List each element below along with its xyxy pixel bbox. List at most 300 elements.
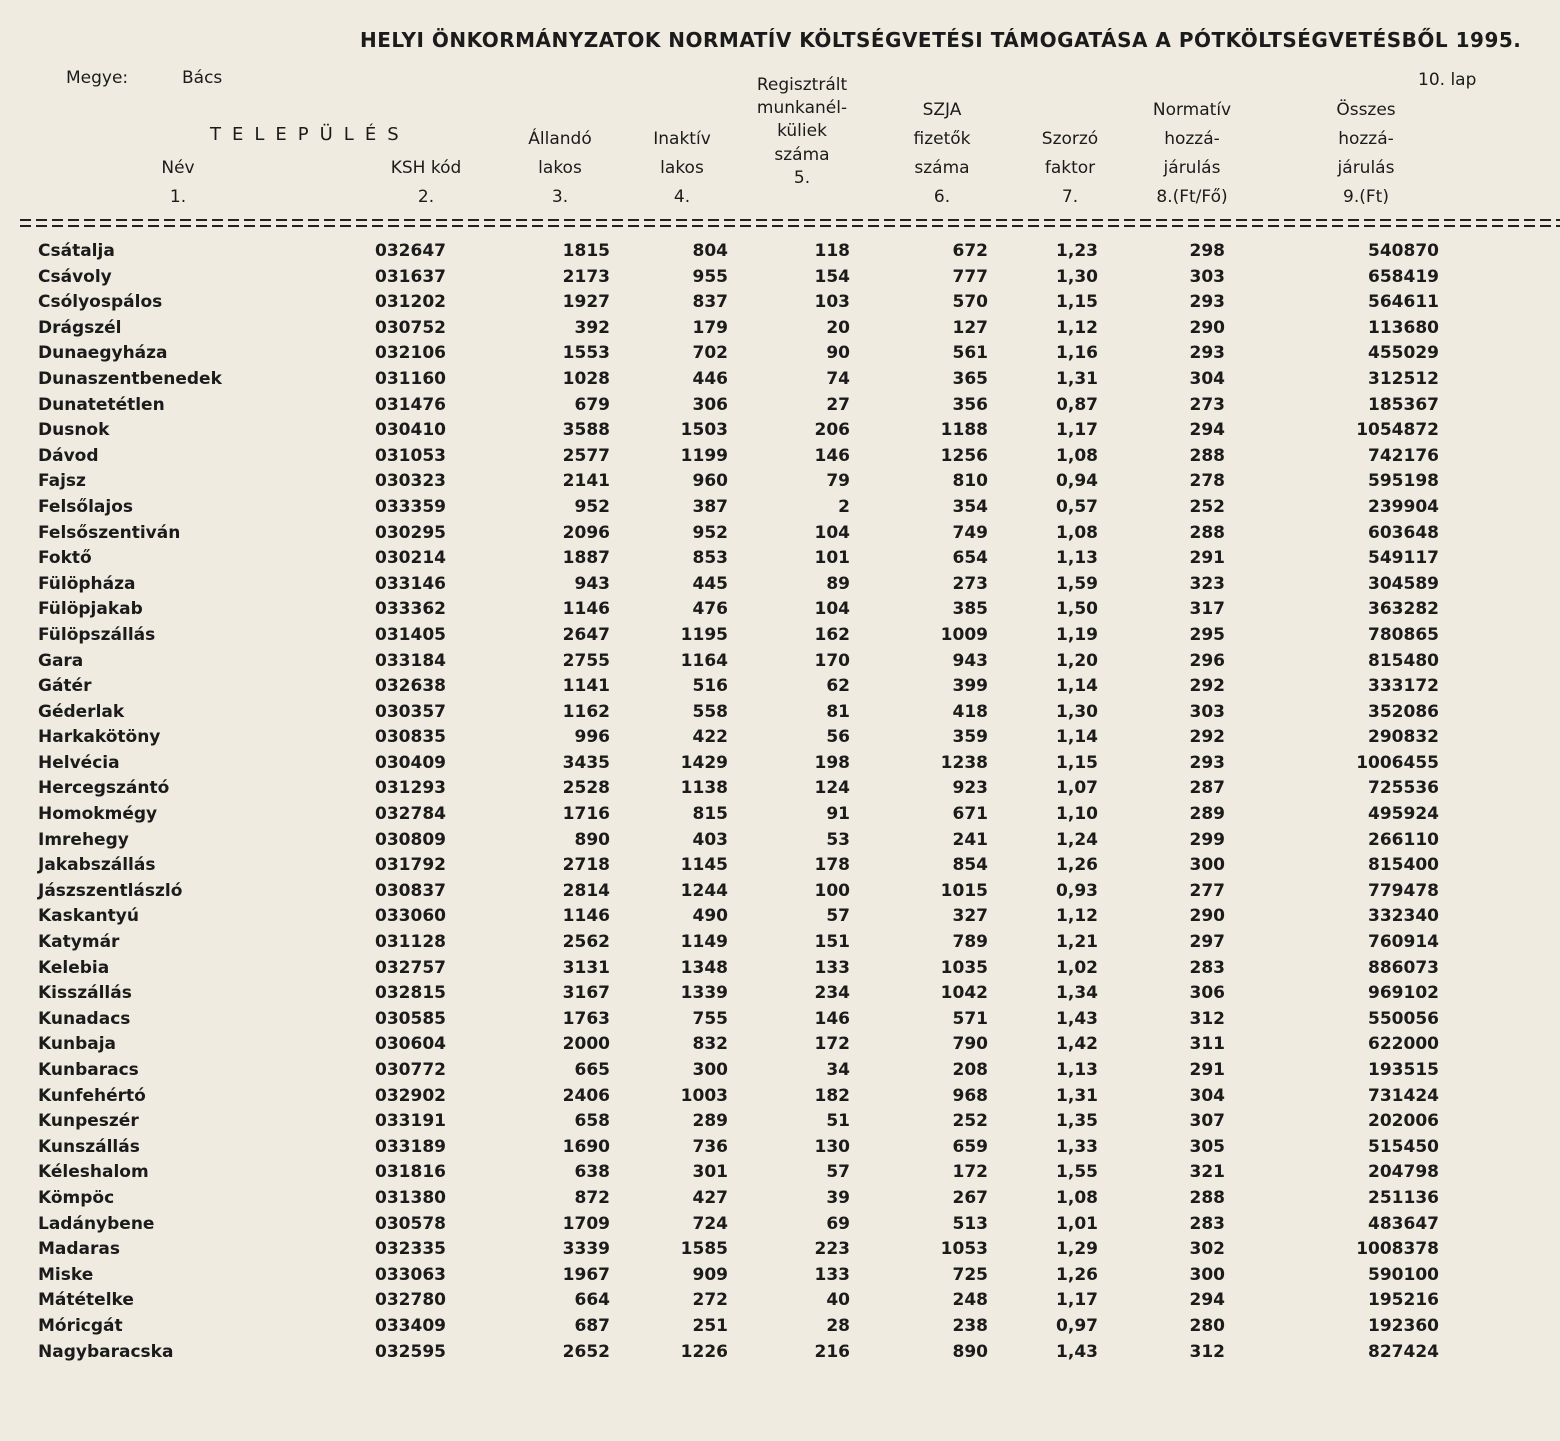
cell-normative: 289 xyxy=(1189,804,1225,825)
cell-szja: 810 xyxy=(952,471,988,492)
cell-name: Kaskantyú xyxy=(38,906,139,927)
cell-ksh-code: 033146 xyxy=(375,573,446,594)
cell-inactive: 1138 xyxy=(680,778,728,799)
cell-total: 515450 xyxy=(1368,1136,1439,1157)
cell-ksh-code: 030578 xyxy=(375,1213,446,1234)
cell-normative: 317 xyxy=(1189,599,1225,620)
cell-unemployed: 34 xyxy=(826,1060,850,1080)
cell-factor: 1,13 xyxy=(1056,548,1098,569)
cell-permanent: 1162 xyxy=(562,701,610,722)
cell-total: 455029 xyxy=(1368,343,1439,364)
cell-name: Kunadacs xyxy=(38,1008,131,1029)
cell-inactive: 755 xyxy=(692,1008,728,1029)
cell-permanent: 3435 xyxy=(562,752,610,773)
cell-szja: 238 xyxy=(952,1315,988,1336)
cell-permanent: 2755 xyxy=(562,650,610,671)
cell-permanent: 996 xyxy=(574,727,610,748)
cell-normative: 288 xyxy=(1189,1187,1225,1208)
col-header-total: Összes hozzá- járulás 9.(Ft) xyxy=(1336,100,1396,207)
cell-szja: 570 xyxy=(952,292,988,313)
col-header-name: Név 1. xyxy=(161,158,195,207)
cell-inactive: 301 xyxy=(692,1162,728,1183)
cell-permanent: 1553 xyxy=(562,343,610,364)
cell-unemployed: 39 xyxy=(826,1187,850,1208)
cell-factor: 1,13 xyxy=(1056,1060,1098,1080)
cell-permanent: 392 xyxy=(574,317,610,338)
cell-szja: 777 xyxy=(952,266,988,287)
cell-szja: 749 xyxy=(952,522,988,543)
cell-normative: 293 xyxy=(1189,343,1225,364)
cell-unemployed: 104 xyxy=(814,522,850,543)
cell-szja: 1035 xyxy=(940,957,988,978)
cell-szja: 1009 xyxy=(940,624,988,645)
cell-ksh-code: 031405 xyxy=(375,624,446,645)
cell-name: Móricgát xyxy=(38,1315,123,1336)
cell-total: 549117 xyxy=(1368,548,1439,569)
cell-factor: 1,43 xyxy=(1056,1008,1098,1029)
cell-factor: 1,24 xyxy=(1056,829,1098,850)
cell-factor: 0,57 xyxy=(1056,496,1098,517)
cell-factor: 1,14 xyxy=(1056,676,1098,697)
cell-szja: 790 xyxy=(952,1034,988,1055)
cell-inactive: 272 xyxy=(692,1290,728,1311)
col-header-permanent: Állandó lakos 3. xyxy=(528,129,592,207)
cell-ksh-code: 032106 xyxy=(375,343,446,364)
cell-ksh-code: 030357 xyxy=(375,701,446,722)
cell-inactive: 1339 xyxy=(680,983,728,1004)
cell-factor: 1,17 xyxy=(1056,1290,1098,1311)
table-row xyxy=(0,420,1560,446)
cell-name: Felsőlajos xyxy=(38,496,134,517)
cell-ksh-code: 032902 xyxy=(375,1085,446,1106)
cell-permanent: 2173 xyxy=(562,266,610,287)
cell-name: Jászszentlászló xyxy=(38,880,183,901)
cell-ksh-code: 030772 xyxy=(375,1060,446,1080)
cell-total: 192360 xyxy=(1368,1315,1439,1336)
cell-szja: 854 xyxy=(952,855,988,876)
cell-inactive: 1149 xyxy=(680,932,728,953)
cell-ksh-code: 030837 xyxy=(375,880,446,901)
cell-total: 266110 xyxy=(1368,829,1439,850)
table-row xyxy=(0,702,1560,728)
cell-inactive: 387 xyxy=(692,496,728,517)
cell-inactive: 251 xyxy=(692,1315,728,1336)
cell-total: 1054872 xyxy=(1356,420,1439,441)
cell-total: 290832 xyxy=(1368,727,1439,748)
cell-permanent: 2814 xyxy=(562,880,610,901)
cell-permanent: 2141 xyxy=(562,471,610,492)
cell-ksh-code: 031637 xyxy=(375,266,446,287)
cell-permanent: 1716 xyxy=(562,804,610,825)
settlement-header: TELEPÜLÉS xyxy=(210,124,410,145)
col-header-szja: SZJA fizetők száma 6. xyxy=(913,100,971,207)
table-row xyxy=(0,881,1560,907)
table-row xyxy=(0,599,1560,625)
cell-name: Miske xyxy=(38,1264,94,1285)
cell-name: Dunaszentbenedek xyxy=(38,368,222,389)
cell-name: Dusnok xyxy=(38,420,110,441)
cell-factor: 1,43 xyxy=(1056,1341,1098,1362)
cell-name: Nagybaracska xyxy=(38,1341,174,1362)
cell-factor: 1,08 xyxy=(1056,445,1098,466)
cell-ksh-code: 033060 xyxy=(375,906,446,927)
table-row xyxy=(0,1111,1560,1137)
cell-factor: 1,29 xyxy=(1056,1239,1098,1260)
cell-normative: 296 xyxy=(1189,650,1225,671)
cell-total: 622000 xyxy=(1368,1034,1439,1055)
cell-permanent: 2718 xyxy=(562,855,610,876)
cell-ksh-code: 030409 xyxy=(375,752,446,773)
cell-permanent: 665 xyxy=(574,1060,610,1080)
cell-unemployed: 178 xyxy=(814,855,850,876)
cell-normative: 307 xyxy=(1189,1111,1225,1132)
cell-szja: 1188 xyxy=(940,420,988,441)
cell-permanent: 2406 xyxy=(562,1085,610,1106)
table-row xyxy=(0,1086,1560,1112)
cell-inactive: 960 xyxy=(692,471,728,492)
cell-permanent: 3167 xyxy=(562,983,610,1004)
cell-total: 540870 xyxy=(1368,241,1439,261)
cell-szja: 725 xyxy=(952,1264,988,1285)
cell-factor: 1,17 xyxy=(1056,420,1098,441)
cell-inactive: 1226 xyxy=(680,1341,728,1362)
cell-ksh-code: 031128 xyxy=(375,932,446,953)
cell-total: 1008378 xyxy=(1356,1239,1439,1260)
cell-ksh-code: 031380 xyxy=(375,1187,446,1208)
cell-name: Kunbaja xyxy=(38,1034,117,1055)
cell-szja: 1238 xyxy=(940,752,988,773)
cell-name: Katymár xyxy=(38,932,120,953)
cell-name: Kunbaracs xyxy=(38,1060,139,1080)
cell-inactive: 446 xyxy=(692,368,728,389)
cell-normative: 292 xyxy=(1189,676,1225,697)
table-row xyxy=(0,1290,1560,1316)
cell-szja: 789 xyxy=(952,932,988,953)
cell-total: 780865 xyxy=(1368,624,1439,645)
county-label: Megye: xyxy=(66,68,129,88)
cell-permanent: 687 xyxy=(574,1315,610,1336)
cell-total: 363282 xyxy=(1368,599,1439,620)
cell-factor: 1,07 xyxy=(1056,778,1098,799)
cell-szja: 654 xyxy=(952,548,988,569)
cell-szja: 943 xyxy=(952,650,988,671)
cell-szja: 399 xyxy=(952,676,988,697)
cell-unemployed: 172 xyxy=(814,1034,850,1055)
county-value: Bács xyxy=(182,68,223,88)
cell-normative: 273 xyxy=(1189,394,1225,415)
cell-ksh-code: 030214 xyxy=(375,548,446,569)
cell-permanent: 2562 xyxy=(562,932,610,953)
cell-unemployed: 124 xyxy=(814,778,850,799)
cell-unemployed: 101 xyxy=(814,548,850,569)
cell-normative: 291 xyxy=(1189,1060,1225,1080)
table-row xyxy=(0,471,1560,497)
cell-szja: 327 xyxy=(952,906,988,927)
cell-normative: 252 xyxy=(1189,496,1225,517)
cell-normative: 300 xyxy=(1189,1264,1225,1285)
table-row xyxy=(0,1034,1560,1060)
cell-normative: 305 xyxy=(1189,1136,1225,1157)
cell-unemployed: 27 xyxy=(826,394,850,415)
cell-total: 312512 xyxy=(1368,368,1439,389)
table-row xyxy=(0,548,1560,574)
cell-inactive: 445 xyxy=(692,573,728,594)
table-row xyxy=(0,1342,1560,1368)
cell-name: Drágszél xyxy=(38,317,122,338)
table-row xyxy=(0,267,1560,293)
cell-total: 195216 xyxy=(1368,1290,1439,1311)
cell-unemployed: 223 xyxy=(814,1239,850,1260)
table-row xyxy=(0,1265,1560,1291)
cell-inactive: 558 xyxy=(692,701,728,722)
cell-normative: 297 xyxy=(1189,932,1225,953)
cell-szja: 252 xyxy=(952,1111,988,1132)
cell-unemployed: 234 xyxy=(814,983,850,1004)
cell-permanent: 1709 xyxy=(562,1213,610,1234)
cell-name: Felsőszentiván xyxy=(38,522,181,543)
cell-unemployed: 57 xyxy=(826,906,850,927)
cell-unemployed: 57 xyxy=(826,1162,850,1183)
cell-unemployed: 118 xyxy=(814,241,850,261)
cell-name: Csávoly xyxy=(38,266,112,287)
cell-total: 603648 xyxy=(1368,522,1439,543)
cell-factor: 1,20 xyxy=(1056,650,1098,671)
cell-unemployed: 182 xyxy=(814,1085,850,1106)
cell-inactive: 1429 xyxy=(680,752,728,773)
cell-normative: 288 xyxy=(1189,445,1225,466)
table-row xyxy=(0,727,1560,753)
cell-inactive: 1244 xyxy=(680,880,728,901)
cell-factor: 1,26 xyxy=(1056,1264,1098,1285)
cell-ksh-code: 031293 xyxy=(375,778,446,799)
cell-inactive: 1348 xyxy=(680,957,728,978)
page-title: HELYI ÖNKORMÁNYZATOK NORMATÍV KÖLTSÉGVETÉSI TÁMOGATÁSA A PÓTKÖLTSÉGVETÉSBŐL 1995. xyxy=(360,28,1522,52)
cell-normative: 299 xyxy=(1189,829,1225,850)
table-row xyxy=(0,1060,1560,1086)
cell-unemployed: 154 xyxy=(814,266,850,287)
cell-permanent: 1763 xyxy=(562,1008,610,1029)
cell-factor: 1,50 xyxy=(1056,599,1098,620)
cell-permanent: 658 xyxy=(574,1111,610,1132)
cell-permanent: 1146 xyxy=(562,906,610,927)
cell-permanent: 2652 xyxy=(562,1341,610,1362)
cell-permanent: 3588 xyxy=(562,420,610,441)
cell-ksh-code: 033359 xyxy=(375,496,446,517)
cell-szja: 923 xyxy=(952,778,988,799)
cell-ksh-code: 032595 xyxy=(375,1341,446,1362)
cell-total: 760914 xyxy=(1368,932,1439,953)
cell-inactive: 300 xyxy=(692,1060,728,1080)
cell-inactive: 952 xyxy=(692,522,728,543)
cell-normative: 288 xyxy=(1189,522,1225,543)
cell-factor: 1,23 xyxy=(1056,241,1098,261)
cell-total: 202006 xyxy=(1368,1111,1439,1132)
cell-name: Kunpeszér xyxy=(38,1111,139,1132)
cell-inactive: 1145 xyxy=(680,855,728,876)
cell-inactive: 1003 xyxy=(680,1085,728,1106)
cell-name: Kunszállás xyxy=(38,1136,140,1157)
cell-permanent: 952 xyxy=(574,496,610,517)
table-row xyxy=(0,932,1560,958)
cell-permanent: 679 xyxy=(574,394,610,415)
cell-ksh-code: 033362 xyxy=(375,599,446,620)
cell-name: Imrehegy xyxy=(38,829,129,850)
table-row xyxy=(0,497,1560,523)
cell-unemployed: 81 xyxy=(826,701,850,722)
table-row xyxy=(0,446,1560,472)
cell-ksh-code: 031053 xyxy=(375,445,446,466)
cell-szja: 1015 xyxy=(940,880,988,901)
cell-total: 204798 xyxy=(1368,1162,1439,1183)
cell-total: 731424 xyxy=(1368,1085,1439,1106)
cell-total: 779478 xyxy=(1368,880,1439,901)
cell-permanent: 943 xyxy=(574,573,610,594)
table-row xyxy=(0,241,1560,267)
cell-inactive: 1503 xyxy=(680,420,728,441)
cell-inactive: 179 xyxy=(692,317,728,338)
cell-ksh-code: 031476 xyxy=(375,394,446,415)
cell-normative: 300 xyxy=(1189,855,1225,876)
cell-szja: 241 xyxy=(952,829,988,850)
cell-szja: 418 xyxy=(952,701,988,722)
cell-permanent: 1815 xyxy=(562,241,610,261)
table-row xyxy=(0,523,1560,549)
cell-inactive: 422 xyxy=(692,727,728,748)
cell-permanent: 3339 xyxy=(562,1239,610,1260)
cell-normative: 287 xyxy=(1189,778,1225,799)
cell-total: 483647 xyxy=(1368,1213,1439,1234)
cell-inactive: 804 xyxy=(692,241,728,261)
cell-normative: 294 xyxy=(1189,1290,1225,1311)
cell-unemployed: 79 xyxy=(826,471,850,492)
cell-unemployed: 91 xyxy=(826,804,850,825)
cell-total: 815480 xyxy=(1368,650,1439,671)
cell-inactive: 476 xyxy=(692,599,728,620)
cell-factor: 1,12 xyxy=(1056,317,1098,338)
cell-unemployed: 170 xyxy=(814,650,850,671)
cell-total: 658419 xyxy=(1368,266,1439,287)
cell-unemployed: 56 xyxy=(826,727,850,748)
col-header-factor: Szorzó faktor 7. xyxy=(1041,129,1099,207)
cell-normative: 312 xyxy=(1189,1341,1225,1362)
cell-name: Csólyospálos xyxy=(38,292,163,313)
table-row xyxy=(0,983,1560,1009)
cell-szja: 968 xyxy=(952,1085,988,1106)
cell-szja: 354 xyxy=(952,496,988,517)
cell-total: 185367 xyxy=(1368,394,1439,415)
cell-inactive: 955 xyxy=(692,266,728,287)
cell-normative: 302 xyxy=(1189,1239,1225,1260)
table-row xyxy=(0,1214,1560,1240)
cell-name: Kelebia xyxy=(38,957,110,978)
cell-ksh-code: 032335 xyxy=(375,1239,446,1260)
cell-inactive: 1199 xyxy=(680,445,728,466)
cell-unemployed: 198 xyxy=(814,752,850,773)
cell-normative: 298 xyxy=(1189,241,1225,261)
cell-ksh-code: 031160 xyxy=(375,368,446,389)
cell-permanent: 2096 xyxy=(562,522,610,543)
cell-szja: 1256 xyxy=(940,445,988,466)
cell-permanent: 2528 xyxy=(562,778,610,799)
cell-ksh-code: 033189 xyxy=(375,1136,446,1157)
cell-unemployed: 146 xyxy=(814,1008,850,1029)
cell-szja: 890 xyxy=(952,1341,988,1362)
cell-factor: 1,15 xyxy=(1056,292,1098,313)
cell-permanent: 1887 xyxy=(562,548,610,569)
cell-permanent: 3131 xyxy=(562,957,610,978)
col-header-inactive: Inaktív lakos 4. xyxy=(653,129,711,207)
cell-normative: 304 xyxy=(1189,1085,1225,1106)
cell-name: Kéleshalom xyxy=(38,1162,149,1183)
cell-name: Gátér xyxy=(38,676,92,697)
cell-unemployed: 2 xyxy=(838,496,850,517)
cell-normative: 278 xyxy=(1189,471,1225,492)
cell-name: Kunfehértó xyxy=(38,1085,146,1106)
cell-unemployed: 133 xyxy=(814,957,850,978)
cell-inactive: 853 xyxy=(692,548,728,569)
cell-factor: 1,42 xyxy=(1056,1034,1098,1055)
cell-total: 969102 xyxy=(1368,983,1439,1004)
cell-szja: 561 xyxy=(952,343,988,364)
cell-normative: 293 xyxy=(1189,752,1225,773)
cell-factor: 1,21 xyxy=(1056,932,1098,953)
col-header-unemployed: Regisztrált munkanél- küliek száma 5. xyxy=(756,75,848,188)
cell-permanent: 1967 xyxy=(562,1264,610,1285)
cell-factor: 0,94 xyxy=(1056,471,1098,492)
cell-name: Gara xyxy=(38,650,84,671)
cell-name: Helvécia xyxy=(38,752,120,773)
cell-total: 886073 xyxy=(1368,957,1439,978)
cell-ksh-code: 033184 xyxy=(375,650,446,671)
cell-name: Fülöpjakab xyxy=(38,599,143,620)
cell-szja: 208 xyxy=(952,1060,988,1080)
cell-name: Madaras xyxy=(38,1239,121,1260)
table-row xyxy=(0,1239,1560,1265)
cell-ksh-code: 030835 xyxy=(375,727,446,748)
cell-total: 815400 xyxy=(1368,855,1439,876)
cell-name: Mátételke xyxy=(38,1290,134,1311)
cell-total: 352086 xyxy=(1368,701,1439,722)
cell-inactive: 289 xyxy=(692,1111,728,1132)
table-row xyxy=(0,1162,1560,1188)
cell-szja: 172 xyxy=(952,1162,988,1183)
cell-name: Homokmégy xyxy=(38,804,158,825)
cell-factor: 1,59 xyxy=(1056,573,1098,594)
cell-name: Hercegszántó xyxy=(38,778,170,799)
cell-total: 725536 xyxy=(1368,778,1439,799)
cell-unemployed: 162 xyxy=(814,624,850,645)
cell-szja: 365 xyxy=(952,368,988,389)
cell-szja: 385 xyxy=(952,599,988,620)
cell-normative: 280 xyxy=(1189,1315,1225,1336)
cell-normative: 283 xyxy=(1189,957,1225,978)
cell-normative: 303 xyxy=(1189,266,1225,287)
table-row xyxy=(0,855,1560,881)
cell-inactive: 832 xyxy=(692,1034,728,1055)
cell-permanent: 2647 xyxy=(562,624,610,645)
cell-factor: 1,55 xyxy=(1056,1162,1098,1183)
cell-normative: 311 xyxy=(1189,1034,1225,1055)
table-row xyxy=(0,625,1560,651)
cell-factor: 1,34 xyxy=(1056,983,1098,1004)
cell-name: Fajsz xyxy=(38,471,86,492)
table-row xyxy=(0,395,1560,421)
cell-unemployed: 104 xyxy=(814,599,850,620)
cell-ksh-code: 033409 xyxy=(375,1315,446,1336)
cell-factor: 1,31 xyxy=(1056,368,1098,389)
cell-ksh-code: 031792 xyxy=(375,855,446,876)
cell-permanent: 1028 xyxy=(562,368,610,389)
